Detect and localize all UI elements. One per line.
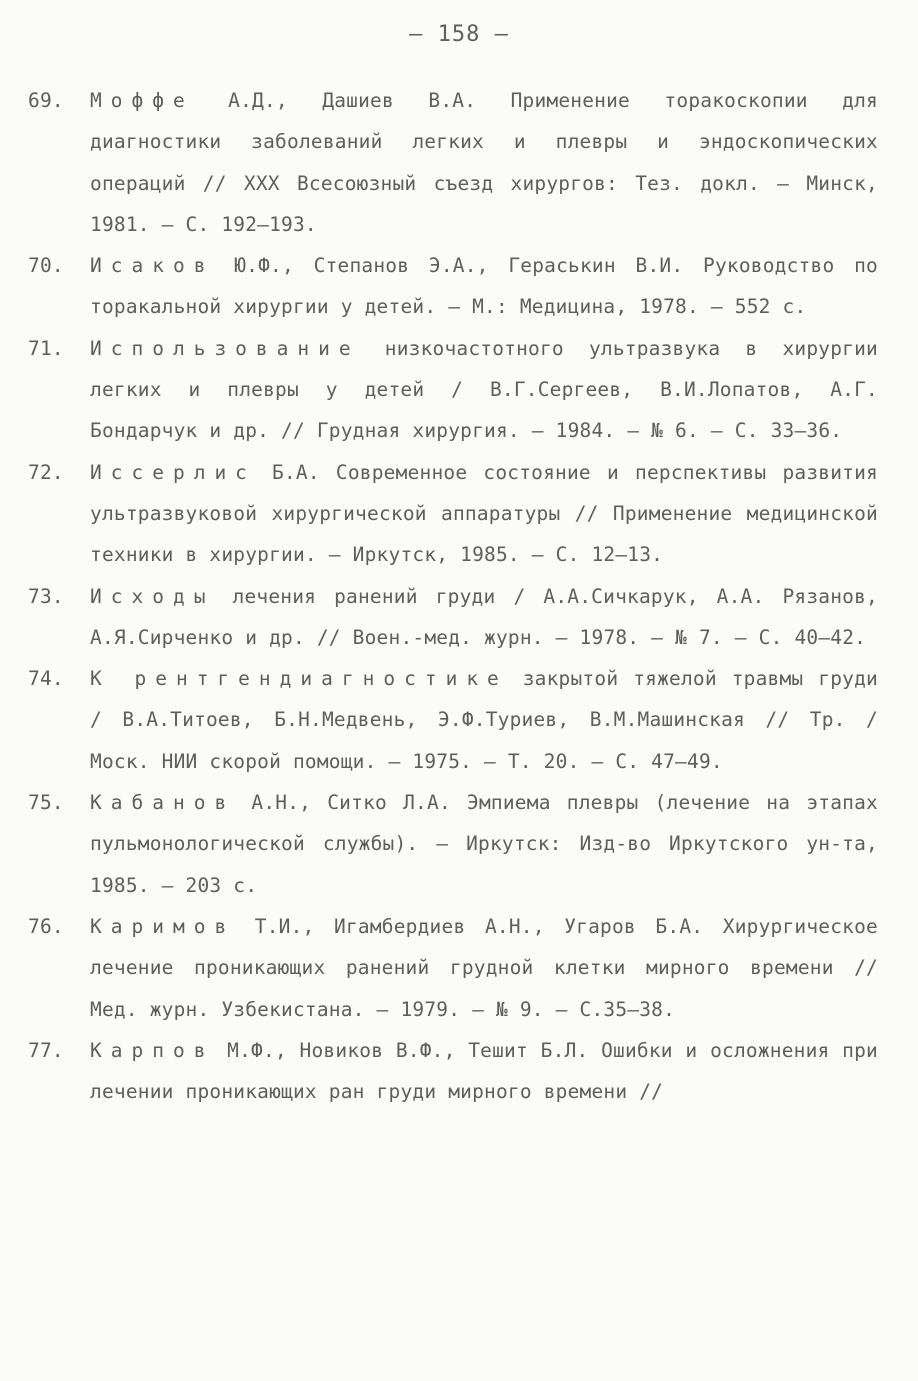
entry-heading: Исаков (90, 254, 215, 278)
entry-heading: Использование (90, 336, 360, 360)
bibliography-entry (28, 80, 878, 245)
entry-heading: К рентгендиагностике (90, 667, 508, 691)
entry-number: 72. (28, 460, 64, 484)
entry-number: 74. (28, 667, 64, 691)
entry-heading: Моффе (90, 89, 194, 112)
entry-text: М.Ф., Новиков В.Ф., Тешит Б.Л. Ошибки и осложнения при лечении проникающих ран груди мирного времени // (90, 1038, 878, 1104)
bibliography-entry (28, 576, 878, 659)
entry-number: 75. (28, 791, 64, 815)
entry-text: Ю.Ф., Степанов Э.А., Гераськин В.И. Руководство по торакальной хирургии у детей. – М.: Медицина, 1978. – 552 с. (90, 254, 878, 319)
bibliography-entry (28, 782, 878, 906)
entry-heading: Кабанов (90, 791, 236, 815)
bibliography-entry (28, 245, 878, 328)
bibliography-list (28, 80, 878, 1112)
entry-number: 73. (28, 584, 64, 608)
entry-number: 76. (28, 914, 64, 938)
entry-text: А.Н., Ситко Л.А. Эмпиема плевры (лечение на этапах пульмонологической службы). – Иркутск: Изд-во Иркутского ун-та, 1985. – 203 с. (90, 791, 879, 897)
entry-heading: Исходы (90, 584, 215, 608)
entry-number: 69. (28, 89, 64, 112)
entry-number: 71. (28, 336, 64, 360)
entry-number: 77. (28, 1038, 64, 1062)
entry-text: А.Д., Дашиев В.А. Применение торакоскопии для диагностики заболеваний легких и плевры и эндоскопических операций // XXX Всесоюзный съезд хирургов: Тез. докл. – Минск, 1981. – С. 192–193. (90, 89, 878, 236)
entry-text: Т.И., Игамбердиев А.Н., Угаров Б.А. Хирургическое лечение проникающих ранений грудной клетки мирного времени // Мед. журн. Узбекистана. – 1979. – № 9. – С.35–38. (90, 914, 878, 1021)
entry-number: 70. (28, 254, 64, 278)
entry-heading: Каримов (90, 914, 236, 938)
entry-text: лечения ранений груди / А.А.Сичкарук, А.А. Рязанов, А.Я.Сирченко и др. // Воен.-мед. журн. – 1978. – № 7. – С. 40–42. (90, 584, 878, 649)
bibliography-entry (28, 906, 878, 1030)
bibliography-entry (28, 1030, 878, 1113)
entry-text: закрытой тяжелой травмы груди / В.А.Титоев, Б.Н.Медвень, Э.Ф.Туриев, В.М.Машинская // Тр. / Моск. НИИ скорой помощи. – 1975. – Т. 20. – С. 47–49. (90, 667, 878, 773)
bibliography-entry (28, 328, 878, 452)
bibliography-entry (28, 658, 878, 782)
entry-text: низкочастотного ультразвука в хирургии легких и плевры у детей / В.Г.Сергеев, В.И.Лопатов, А.Г. Бондарчук и др. // Грудная хирургия. – 1984. – № 6. – С. 33–36. (90, 336, 878, 443)
page-number: – 158 – (409, 22, 509, 47)
entry-heading: Карпов (90, 1038, 215, 1062)
bibliography-entry (28, 452, 878, 576)
entry-text: Б.А. Современное состояние и перспективы развития ультразвуковой хирургической аппаратуры // Применение медицинской техники в хирургии. – Иркутск, 1985. – С. 12–13. (90, 460, 878, 567)
entry-heading: Иссерлис (90, 460, 256, 484)
